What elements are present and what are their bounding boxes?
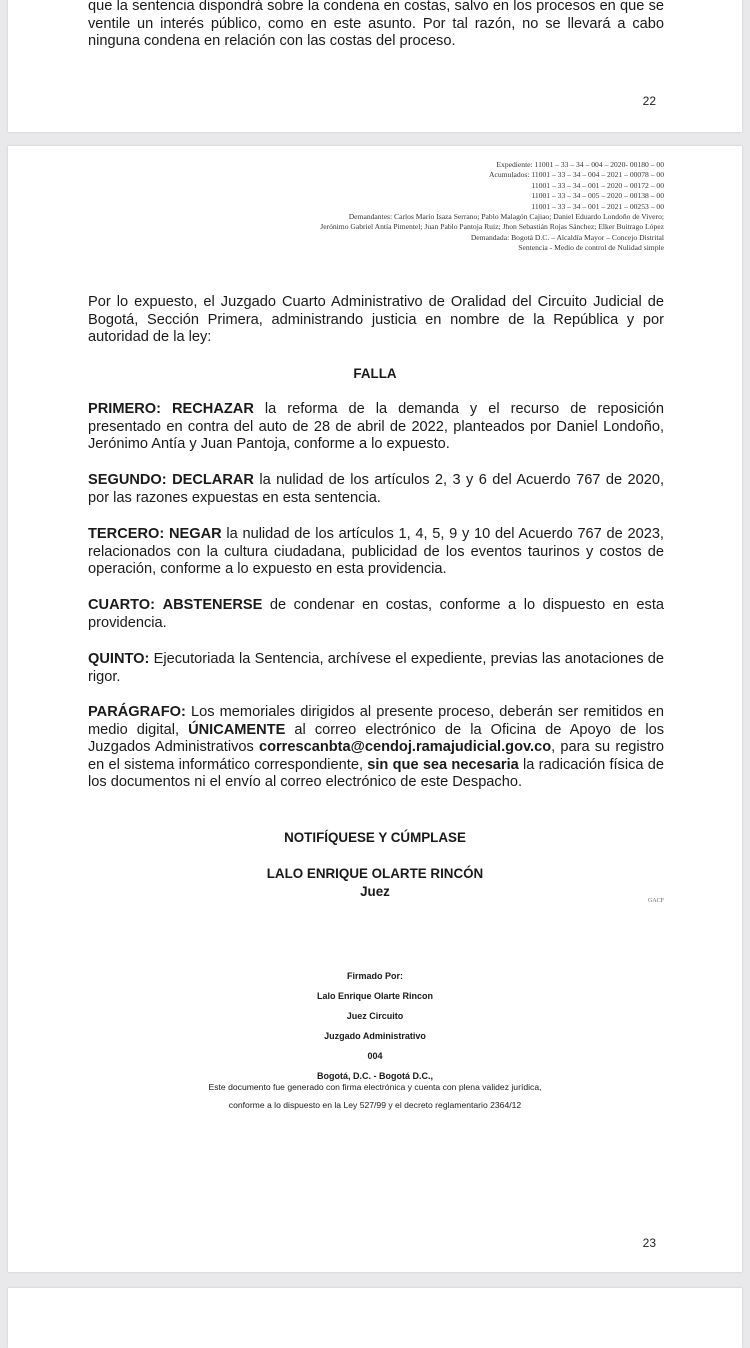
- primero-verb: RECHAZAR: [171, 401, 254, 417]
- closing-paragraph: que la sentencia dispondrá sobre la condena en costas, salvo en los procesos en que se ventile un interés público, como en este asunto. Por tal razón, no se llevará a cabo ninguna condena en relación con las costas del proceso.: [88, 0, 664, 50]
- primero-text: la reforma de la demanda y el recurso de reposición presentado en contra del auto de 28 de abril de 2022, planteados por Daniel Londoño, Jerónimo Antía y Juan Pantoja, conforme a lo expuesto.: [88, 401, 664, 453]
- header-line: Expediente: 11001 – 33 – 34 – 004 – 2020- 00180 – 00: [496, 160, 664, 169]
- resolution-tercero: [88, 526, 664, 579]
- resolution-primero: [88, 401, 664, 454]
- cuarto-verb: ABSTENERSE: [162, 597, 263, 613]
- paragrafo-text: , para su registro en el sistema informático correspondiente,: [88, 739, 664, 773]
- header-line: Demandantes: Carlos Mario Isaza Serrano; Pablo Malagón Cajiao; Daniel Eduardo Londoño de Vivero;: [348, 212, 664, 222]
- header-line: 11001 – 33 – 34 – 005 – 2020 – 00138 – 00: [531, 191, 664, 201]
- document-page-22: [8, 0, 742, 132]
- paragrafo-label: PARÁGRAFO:: [88, 704, 186, 720]
- page-number: 22: [642, 94, 656, 108]
- intro-paragraph: Por lo expuesto, el Juzgado Cuarto Administrativo de Oralidad del Circuito Judicial de Bogotá, Sección Primera, administrando justicia en nombre de la República y por autoridad de la ley:: [88, 294, 664, 346]
- paragrafo-paragraph: [88, 704, 664, 792]
- validity-note: [8, 1078, 742, 1114]
- primero-label: PRIMERO:: [88, 401, 161, 417]
- tercero-verb: NEGAR: [168, 526, 222, 542]
- sin-que-text: sin que sea necesaria: [367, 756, 519, 773]
- quinto-label: QUINTO:: [88, 651, 150, 667]
- judge-name: LALO ENRIQUE OLARTE RINCÓN: [266, 866, 484, 881]
- header-line: Jerónimo Gabriel Antía Pimentel; Juan Pablo Pantoja Ruiz; Jhon Sebastián Rojas Sánchez; Elker Buitrago López: [320, 222, 664, 232]
- segundo-label: SEGUNDO:: [88, 472, 167, 488]
- page-number: 23: [642, 1236, 656, 1250]
- falla-heading: FALLA: [353, 366, 397, 381]
- validity-line: conforme a lo dispuesto en la Ley 527/99 y el decreto reglamentario 2364/12: [228, 1100, 522, 1110]
- drafter-initials: GACF: [647, 898, 664, 904]
- resolution-segundo: [88, 472, 664, 507]
- unicamente-text: ÚNICAMENTE: [188, 721, 286, 738]
- tercero-text: la nulidad de los artículos 1, 4, 5, 9 y 10 del Acuerdo 767 de 2023, relacionados con la cultura ciudadana, publicidad de los eventos taurinos y costos de operación, conforme a lo expuesto en esta providencia.: [88, 526, 664, 578]
- cuarto-text: de condenar en costas, conforme a lo dispuesto en esta providencia.: [88, 597, 664, 631]
- header-line: Sentencia - Medio de control de Nulidad simple: [518, 243, 664, 253]
- resolution-cuarto: [88, 597, 664, 632]
- header-line: 11001 – 33 – 34 – 001 – 2021 – 00253 – 00: [531, 201, 664, 211]
- case-header: [320, 160, 664, 254]
- header-line: Acumulados: 11001 – 33 – 34 – 004 – 2021 – 00078 – 00: [488, 170, 664, 180]
- document-page-next: [8, 1288, 742, 1348]
- segundo-verb: DECLARAR: [172, 472, 254, 488]
- signature-line: Juez Circuito: [346, 1011, 404, 1021]
- quinto-text: Ejecutoriada la Sentencia, archívese el expediente, previas las anotaciones de rigor.: [88, 651, 664, 685]
- document-page-23: [8, 146, 742, 1272]
- signature-line: Lalo Enrique Olarte Rincon: [316, 991, 433, 1001]
- signature-line: Firmado Por:: [346, 971, 403, 981]
- signature-line: Juzgado Administrativo: [324, 1031, 426, 1041]
- header-line: 11001 – 33 – 34 – 001 – 2020 – 00172 – 00: [531, 180, 664, 190]
- paragrafo-text: la radicación física de los documentos ni el envío al correo electrónico de este Despacho.: [88, 756, 664, 791]
- judge-title: Juez: [360, 884, 390, 899]
- cuarto-label: CUARTO:: [88, 597, 156, 613]
- tercero-label: TERCERO:: [88, 526, 165, 542]
- signature-line: Bogotá, D.C. - Bogotá D.C.,: [317, 1071, 433, 1081]
- court-email: correscanbta@cendoj.ramajudicial.gov.co: [258, 739, 552, 756]
- resolution-quinto: [88, 651, 664, 686]
- paragrafo-text: al correo electrónico de la Oficina de Apoyo de los Juzgados Administrativos: [88, 721, 664, 756]
- notifiquese-heading: NOTIFÍQUESE Y CÚMPLASE: [284, 830, 466, 845]
- validity-line: Este documento fue generado con firma electrónica y cuenta con plena validez jurídica,: [208, 1082, 542, 1092]
- paragrafo-text: Los memoriales dirigidos al presente proceso, deberán ser remitidos en medio digital,: [88, 704, 664, 738]
- electronic-signature-block: [8, 966, 742, 1086]
- header-line: Demandada: Bogotá D.C. – Alcaldía Mayor – Concejo Distrital: [470, 232, 664, 242]
- segundo-text: la nulidad de los artículos 2, 3 y 6 del Acuerdo 767 de 2020, por las razones expuestas en esta sentencia.: [88, 472, 665, 506]
- signature-line: 004: [367, 1051, 383, 1061]
